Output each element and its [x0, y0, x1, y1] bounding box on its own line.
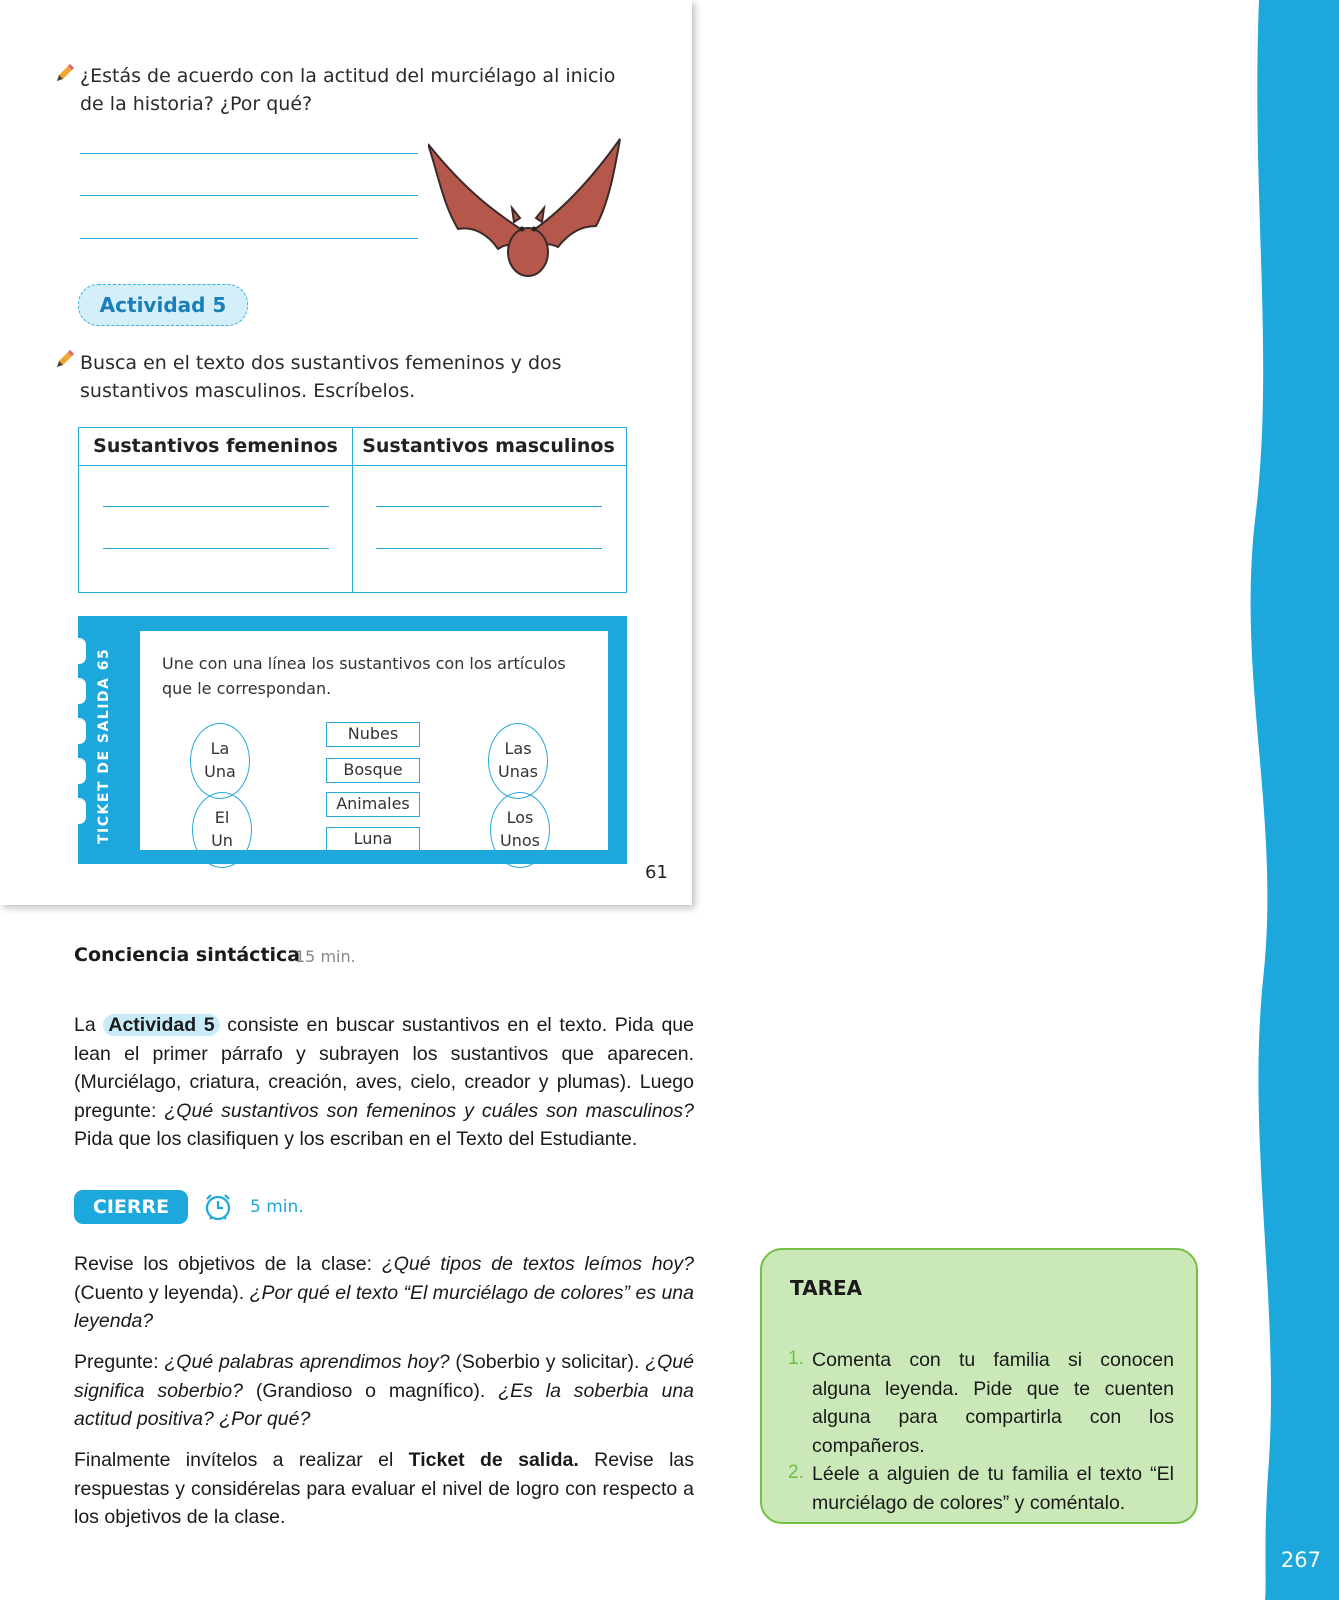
- answer-line[interactable]: [376, 506, 602, 507]
- ticket-instruction: Une con una línea los sustantivos con los artículos que le correspondan.: [162, 654, 566, 698]
- exit-ticket: [78, 616, 674, 864]
- homework-item-number: 1.: [788, 1348, 804, 1369]
- article-oval[interactable]: Las Unas: [488, 723, 548, 799]
- table-header-masculine: Sustantivos masculinos: [362, 435, 615, 457]
- paragraph-activity: La Actividad 5 consiste en buscar sustantivos en el texto. Pida que lean el primer párrafo y subrayen los sustantivos que aparecen. (Murciélago, criatura, creación, aves, cielo, creador y plumas). Luego pregunte: ¿Qué sustantivos son femeninos y cuáles son masculinos? Pida que los clasifiquen y los escriban en el Texto del Estudiante.: [74, 1014, 694, 1150]
- homework-item-number: 2.: [788, 1462, 804, 1483]
- cierre-time: 5 min.: [250, 1197, 304, 1217]
- question-text: ¿Estás de acuerdo con la actitud del murciélago al inicio de la historia? ¿Por qué?: [80, 65, 616, 115]
- answer-line[interactable]: [376, 548, 602, 549]
- answer-line[interactable]: [103, 506, 329, 507]
- writing-line[interactable]: [80, 195, 418, 196]
- card-page-number: 61: [645, 862, 668, 883]
- page-number: 267: [1280, 1548, 1321, 1572]
- student-book-page: [0, 0, 692, 905]
- writing-line[interactable]: [80, 153, 418, 154]
- article-oval[interactable]: Los Unos: [490, 792, 550, 868]
- article-oval[interactable]: El Un: [192, 792, 252, 868]
- ticket-side-label: TICKET DE SALIDA 65: [96, 647, 112, 844]
- section-time: 15 min.: [295, 947, 356, 966]
- cierre-badge: CIERRE: [74, 1190, 188, 1224]
- paragraph-words: Pregunte: ¿Qué palabras aprendimos hoy? (Soberbio y solicitar). ¿Qué significa soberbio? (Grandioso o magnífico). ¿Es la soberbia una actitud positiva? ¿Por qué?: [74, 1351, 695, 1430]
- homework-item: Comenta con tu familia si conocen alguna leyenda. Pide que te cuenten alguna para compartirla con los compañeros.: [812, 1349, 1174, 1457]
- noun-box[interactable]: Animales: [326, 792, 420, 817]
- nouns-table: [78, 427, 627, 593]
- table-header-feminine: Sustantivos femeninos: [93, 435, 338, 457]
- article-oval[interactable]: La Una: [190, 723, 250, 799]
- ticket-body: [140, 631, 608, 850]
- activity-badge: Actividad 5: [78, 284, 248, 326]
- pencil-icon: [54, 62, 76, 84]
- activity-highlight: Actividad 5: [103, 1014, 219, 1036]
- answer-line[interactable]: [103, 548, 329, 549]
- alarm-clock-icon: [202, 1191, 234, 1223]
- writing-line[interactable]: [80, 238, 418, 239]
- pencil-icon: [54, 348, 76, 370]
- homework-box: [760, 1248, 1198, 1524]
- homework-title: TAREA: [790, 1276, 863, 1300]
- paragraph-ticket: Finalmente invítelos a realizar el Ticket de salida. Revise las respuestas y considérelas para evaluar el nivel de logro con respecto a los objetivos de la clase.: [74, 1449, 695, 1528]
- noun-box[interactable]: Bosque: [326, 758, 420, 783]
- bat-illustration: [428, 134, 628, 284]
- noun-box[interactable]: Luna: [326, 827, 420, 852]
- paragraph-objectives: Revise los objetivos de la clase: ¿Qué tipos de textos leímos hoy? (Cuento y leyenda). ¿Por qué el texto “El murciélago de colores” es una leyenda?: [74, 1253, 694, 1332]
- noun-box[interactable]: Nubes: [326, 722, 420, 747]
- activity-instruction: Busca en el texto dos sustantivos femeninos y dos sustantivos masculinos. Escríbelos.: [80, 352, 562, 402]
- ticket-oa-label: ESCRITURA OA 20: [662, 661, 674, 766]
- section-title: Conciencia sintáctica: [74, 944, 301, 966]
- homework-item: Léele a alguien de tu familia el texto “El murciélago de colores” y coméntalo.: [812, 1463, 1174, 1514]
- side-decoration-band: [1229, 0, 1339, 1600]
